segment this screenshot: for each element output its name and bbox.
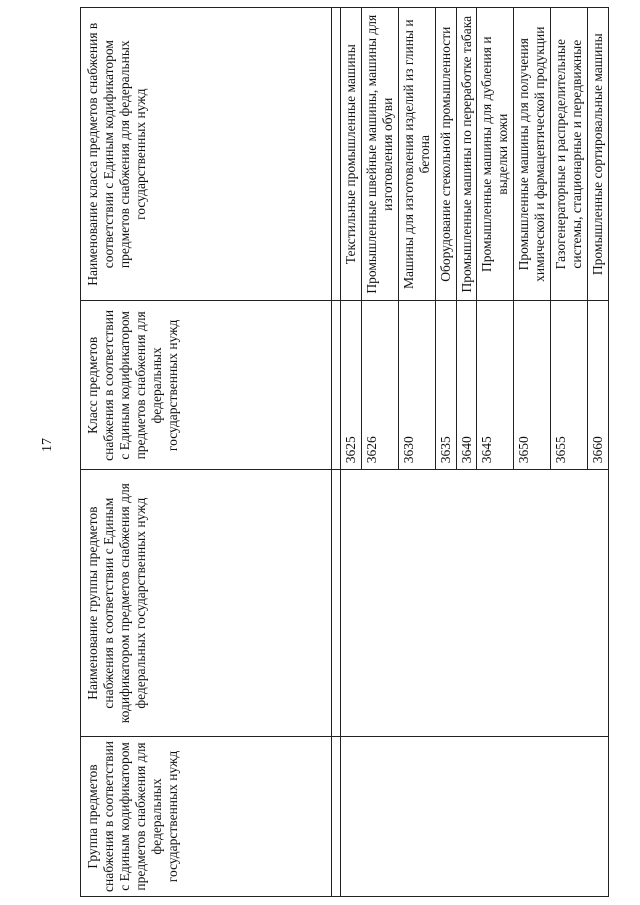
class-code: 3660 bbox=[587, 301, 608, 470]
class-name: Промышленные сортировальные машины bbox=[587, 8, 608, 301]
rotated-page bbox=[40, 7, 605, 897]
class-code: 3640 bbox=[456, 301, 477, 470]
supply-classes-table bbox=[80, 7, 609, 897]
header-class-name: Наименование класса предметов снабжения в соответствии с Единым кодификатором предметов снабжения для федеральных государственных нужд bbox=[81, 8, 332, 301]
group-cell bbox=[341, 736, 609, 896]
table-row bbox=[341, 8, 362, 897]
class-name: Промышленные машины для получения химической и фармацевтической продукции bbox=[514, 8, 551, 301]
class-code: 3625 bbox=[341, 301, 362, 470]
class-name: Текстильные промышленные машины bbox=[341, 8, 362, 301]
class-name: Газогенераторные и распределительные системы, стационарные и передвижные bbox=[551, 8, 588, 301]
class-code: 3630 bbox=[398, 301, 435, 470]
class-name: Оборудование стекольной промышленности bbox=[435, 8, 456, 301]
class-code: 3635 bbox=[435, 301, 456, 470]
class-code: 3655 bbox=[551, 301, 588, 470]
table-row-spacer bbox=[332, 8, 341, 897]
class-name: Промышленные швейные машины, машины для изготовления обуви bbox=[361, 8, 398, 301]
page-number: 17 bbox=[40, 438, 55, 452]
class-name: Машины для изготовления изделий из глины и бетона bbox=[398, 8, 435, 301]
class-name: Промышленные машины для дубления и выделки кожи bbox=[477, 8, 514, 301]
header-group: Группа предметов снабжения в соответствии с Единым кодификатором предметов снабжения для федеральных государственных нужд bbox=[81, 736, 332, 896]
header-group-name: Наименование группы предметов снабжения в соответствии с Единым кодификатором предметов снабжения для федеральных государственных нужд bbox=[81, 470, 332, 737]
class-code: 3645 bbox=[477, 301, 514, 470]
table-header-row bbox=[81, 8, 332, 897]
header-class: Класс предметов снабжения в соответствии с Единым кодификатором предметов снабжения для федеральных государственных нужд bbox=[81, 301, 332, 470]
group-name-cell bbox=[341, 470, 609, 737]
class-code: 3626 bbox=[361, 301, 398, 470]
class-name: Промышленные машины по переработке табака bbox=[456, 8, 477, 301]
class-code: 3650 bbox=[514, 301, 551, 470]
